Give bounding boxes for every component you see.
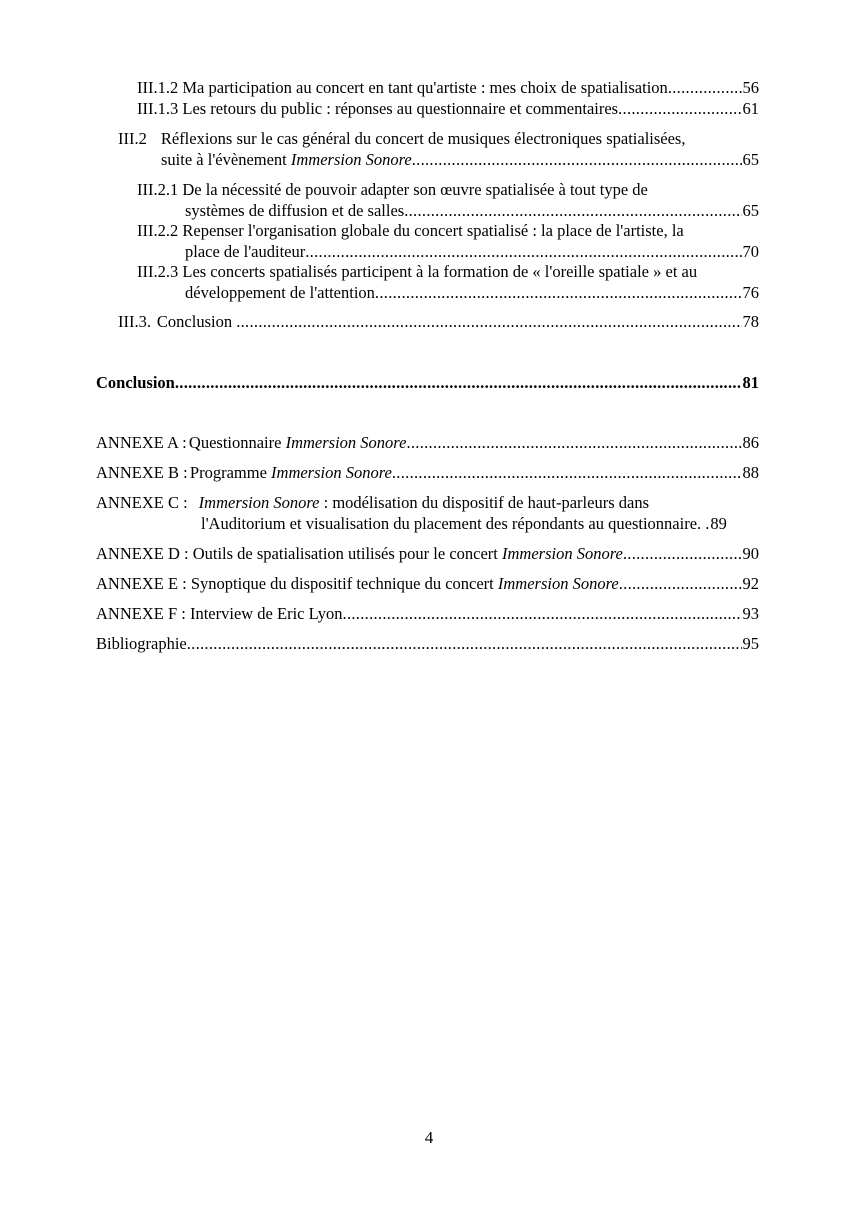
- dot-leader: [375, 282, 742, 304]
- toc-title-line2: systèmes de diffusion et de salles: [185, 201, 405, 220]
- toc-number: III.3.: [118, 312, 151, 331]
- dot-leader: [392, 462, 742, 484]
- toc-title: ANNEXE F : Interview de Eric Lyon: [96, 604, 343, 623]
- toc-page: 93: [742, 604, 759, 623]
- toc-page: 92: [742, 574, 759, 593]
- toc-title-italic: Immersion Sonore: [502, 544, 623, 563]
- toc-title-line1: Réflexions sur le cas général du concert de musiques électroniques spatialisées,: [160, 129, 686, 148]
- toc-entry-annexe-e[interactable]: [96, 573, 759, 595]
- toc-title-line2: développement de l'attention: [185, 283, 375, 302]
- toc-title: Bibliographie: [96, 634, 187, 653]
- toc-title-line2: place de l'auditeur: [185, 242, 306, 261]
- toc-entry-annexe-d[interactable]: [96, 543, 759, 565]
- dot-leader: [187, 633, 742, 655]
- dot-leader: [406, 432, 741, 454]
- dot-leader: [236, 311, 741, 333]
- toc-title-line1: Repenser l'organisation globale du concert spatialisé : la place de l'artiste, la: [182, 221, 684, 240]
- toc-title-line2: l'Auditorium et visualisation du placement des répondants au questionnaire. .: [201, 514, 710, 533]
- toc-title-italic: Immersion Sonore: [271, 463, 392, 482]
- toc-entry-bibliographie[interactable]: [96, 633, 759, 655]
- toc-number: III.1.2: [137, 78, 179, 97]
- toc-title-line1: Les concerts spatialisés participent à la formation de « l'oreille spatiale » et au: [182, 262, 698, 281]
- toc-entry-annexe-f[interactable]: [96, 603, 759, 625]
- annexe-label: ANNEXE B :: [96, 463, 188, 482]
- toc-title: Questionnaire: [188, 433, 286, 452]
- toc-title-italic: Immersion Sonore: [290, 150, 412, 169]
- toc-page: 76: [742, 283, 759, 302]
- toc-title-italic: Immersion Sonore: [198, 493, 320, 512]
- toc-title-line1: : modélisation du dispositif de haut-parleurs dans: [319, 493, 649, 512]
- toc-title: ANNEXE D : Outils de spatialisation utilisés pour le concert: [96, 544, 503, 563]
- dot-leader: [343, 603, 742, 625]
- toc-number: III.2.2: [137, 221, 179, 240]
- toc-title: Programme: [189, 463, 272, 482]
- annexe-label: ANNEXE A :: [96, 433, 187, 452]
- annexe-label: ANNEXE C :: [96, 493, 188, 512]
- toc-page: 61: [742, 99, 759, 118]
- toc-page: 65: [742, 201, 759, 220]
- toc-entry-annexe-a[interactable]: [96, 432, 759, 454]
- toc-page: 88: [742, 463, 759, 482]
- dot-leader: [623, 543, 742, 565]
- toc-title: Les retours du public : réponses au questionnaire et commentaires: [182, 99, 619, 118]
- toc-title: Ma participation au concert en tant qu'artiste : mes choix de spatialisation: [182, 78, 668, 97]
- toc-title-line1: De la nécessité de pouvoir adapter son œuvre spatialisée à tout type de: [182, 180, 648, 199]
- toc-page: 86: [742, 433, 759, 452]
- toc-page: 81: [742, 373, 759, 392]
- toc-title: ANNEXE E : Synoptique du dispositif technique du concert: [96, 574, 498, 593]
- toc-page: 78: [742, 312, 759, 331]
- dot-leader: [668, 77, 742, 99]
- toc-page: 95: [742, 634, 759, 653]
- toc-title-italic: Immersion Sonore: [285, 433, 407, 452]
- toc-page: 89: [710, 514, 727, 533]
- dot-leader: [404, 200, 741, 222]
- toc-number: III.2.3: [137, 262, 179, 281]
- toc-title-line2: suite à l'évènement: [161, 150, 291, 169]
- toc-entry-iii-1-2[interactable]: [137, 77, 759, 99]
- toc-page: 90: [742, 544, 759, 563]
- toc-entry-annexe-b[interactable]: [96, 462, 759, 484]
- toc-entry-iii-3[interactable]: [118, 311, 759, 333]
- toc-page: 70: [742, 242, 759, 261]
- toc-entry-conclusion[interactable]: [96, 372, 759, 394]
- dot-leader: [412, 149, 742, 171]
- dot-leader: [619, 573, 742, 595]
- toc-page: 56: [742, 78, 759, 97]
- dot-leader: [175, 372, 742, 394]
- toc-number: III.2.1: [137, 180, 179, 199]
- toc-number: III.1.3: [137, 99, 179, 118]
- toc-page: 65: [742, 150, 759, 169]
- toc-title: Conclusion: [96, 373, 175, 392]
- toc-entry-iii-1-3[interactable]: [137, 98, 759, 120]
- toc-title-italic: Immersion Sonore: [497, 574, 619, 593]
- toc-number: III.2: [118, 129, 147, 148]
- dot-leader: [618, 98, 741, 120]
- toc-title: Conclusion: [156, 312, 237, 331]
- page-number: 4: [424, 1128, 434, 1147]
- dot-leader: [305, 241, 741, 263]
